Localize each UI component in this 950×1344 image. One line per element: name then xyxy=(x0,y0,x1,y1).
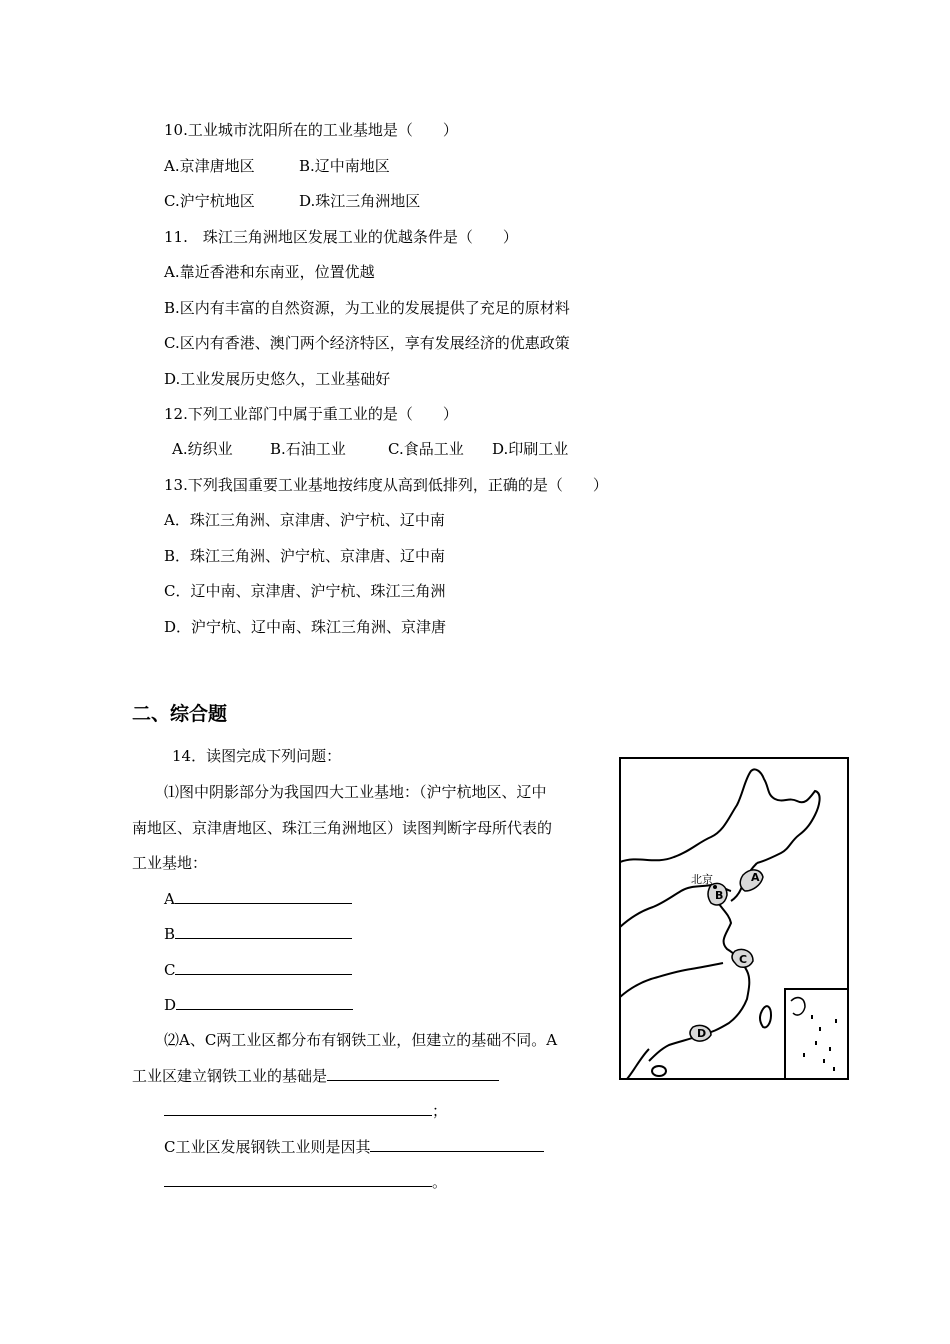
q12-option-c: C.食品工业 xyxy=(388,440,464,458)
answer-line-b[interactable] xyxy=(164,924,352,944)
q12-option-a: A.纺织业 xyxy=(172,440,233,458)
answer-blank-a-basis-cont[interactable] xyxy=(164,1101,432,1116)
q14-part1-line3: 工业基地： xyxy=(132,854,208,872)
label-b: B xyxy=(715,889,724,902)
beijing-point xyxy=(713,885,717,889)
label-a: A xyxy=(751,871,760,884)
answer-label-c: C xyxy=(164,961,176,979)
q12-stem: 12.下列工业部门中属于重工业的是（ ） xyxy=(164,405,458,423)
section-heading: 二、综合题 xyxy=(132,703,228,725)
q14-part2-line1: ⑵A、C两工业区都分布有钢铁工业，但建立的基础不同。A xyxy=(164,1031,558,1049)
q14-part2-line2-text: 工业区建立钢铁工业的基础是 xyxy=(132,1067,328,1085)
q14-part2-line3 xyxy=(164,1137,544,1157)
q13-option-c: C．辽中南、京津唐、沪宁杭、珠江三角洲 xyxy=(164,582,446,600)
answer-blank-c-reason-cont[interactable] xyxy=(164,1172,432,1187)
q11-option-c: C.区内有香港、澳门两个经济特区，享有发展经济的优惠政策 xyxy=(164,334,570,352)
q13-option-a: A．珠江三角洲、京津唐、沪宁杭、辽中南 xyxy=(164,511,445,529)
q12-option-b: B.石油工业 xyxy=(270,440,346,458)
answer-blank-b[interactable] xyxy=(175,924,352,939)
answer-blank-d[interactable] xyxy=(176,995,353,1010)
q11-option-d: D.工业发展历史悠久，工业基础好 xyxy=(164,370,391,388)
south-china-sea-inset xyxy=(785,989,848,1079)
answer-line-a[interactable] xyxy=(164,889,352,909)
q11-option-a: A.靠近香港和东南亚，位置优越 xyxy=(164,263,375,281)
answer-blank-c[interactable] xyxy=(175,960,352,975)
q14-part2-line3-text: C工业区发展钢铁工业则是因其 xyxy=(164,1138,371,1156)
answer-line-d[interactable] xyxy=(164,995,353,1015)
label-beijing: 北京 xyxy=(691,873,713,886)
q14-part1-line2: 南地区、京津唐地区、珠江三角洲地区）读图判断字母所代表的 xyxy=(132,819,553,837)
period: 。 xyxy=(432,1173,448,1191)
q12-option-d: D.印刷工业 xyxy=(492,440,569,458)
answer-label-d: D xyxy=(164,996,177,1014)
q10-option-a: A.京津唐地区 xyxy=(164,157,255,175)
q10-option-b: B.辽中南地区 xyxy=(299,157,390,175)
answer-blank-a-basis[interactable] xyxy=(327,1066,499,1081)
q10-stem: 10.工业城市沈阳所在的工业基地是（ ） xyxy=(164,121,458,139)
q14-part2-cont2 xyxy=(164,1172,447,1192)
q14-stem: 14．读图完成下列问题： xyxy=(172,747,342,765)
q13-option-d: D．沪宁杭、辽中南、珠江三角洲、京津唐 xyxy=(164,618,447,636)
q14-part2-line2 xyxy=(132,1066,499,1086)
q14-part1-line1: ⑴图中阴影部分为我国四大工业基地：（沪宁杭地区、辽中 xyxy=(164,783,547,801)
answer-label-b: B xyxy=(164,925,176,943)
q11-stem: 11. 珠江三角洲地区发展工业的优越条件是（ ） xyxy=(164,228,518,246)
q11-option-b: B.区内有丰富的自然资源，为工业的发展提供了充足的原材料 xyxy=(164,299,570,317)
answer-label-a: A xyxy=(164,890,175,908)
answer-blank-c-reason[interactable] xyxy=(370,1137,544,1152)
label-c: C xyxy=(739,953,748,966)
china-industrial-bases-map xyxy=(619,757,849,1080)
answer-line-c[interactable] xyxy=(164,960,352,980)
q13-option-b: B．珠江三角洲、沪宁杭、京津唐、辽中南 xyxy=(164,547,446,565)
q14-part2-cont1 xyxy=(164,1101,447,1121)
q10-option-c: C.沪宁杭地区 xyxy=(164,192,255,210)
q13-stem: 13.下列我国重要工业基地按纬度从高到低排列，正确的是（ ） xyxy=(164,476,608,494)
semicolon: ； xyxy=(432,1102,448,1120)
answer-blank-a[interactable] xyxy=(175,889,352,904)
label-d: D xyxy=(697,1027,707,1040)
q10-option-d: D.珠江三角洲地区 xyxy=(299,192,421,210)
